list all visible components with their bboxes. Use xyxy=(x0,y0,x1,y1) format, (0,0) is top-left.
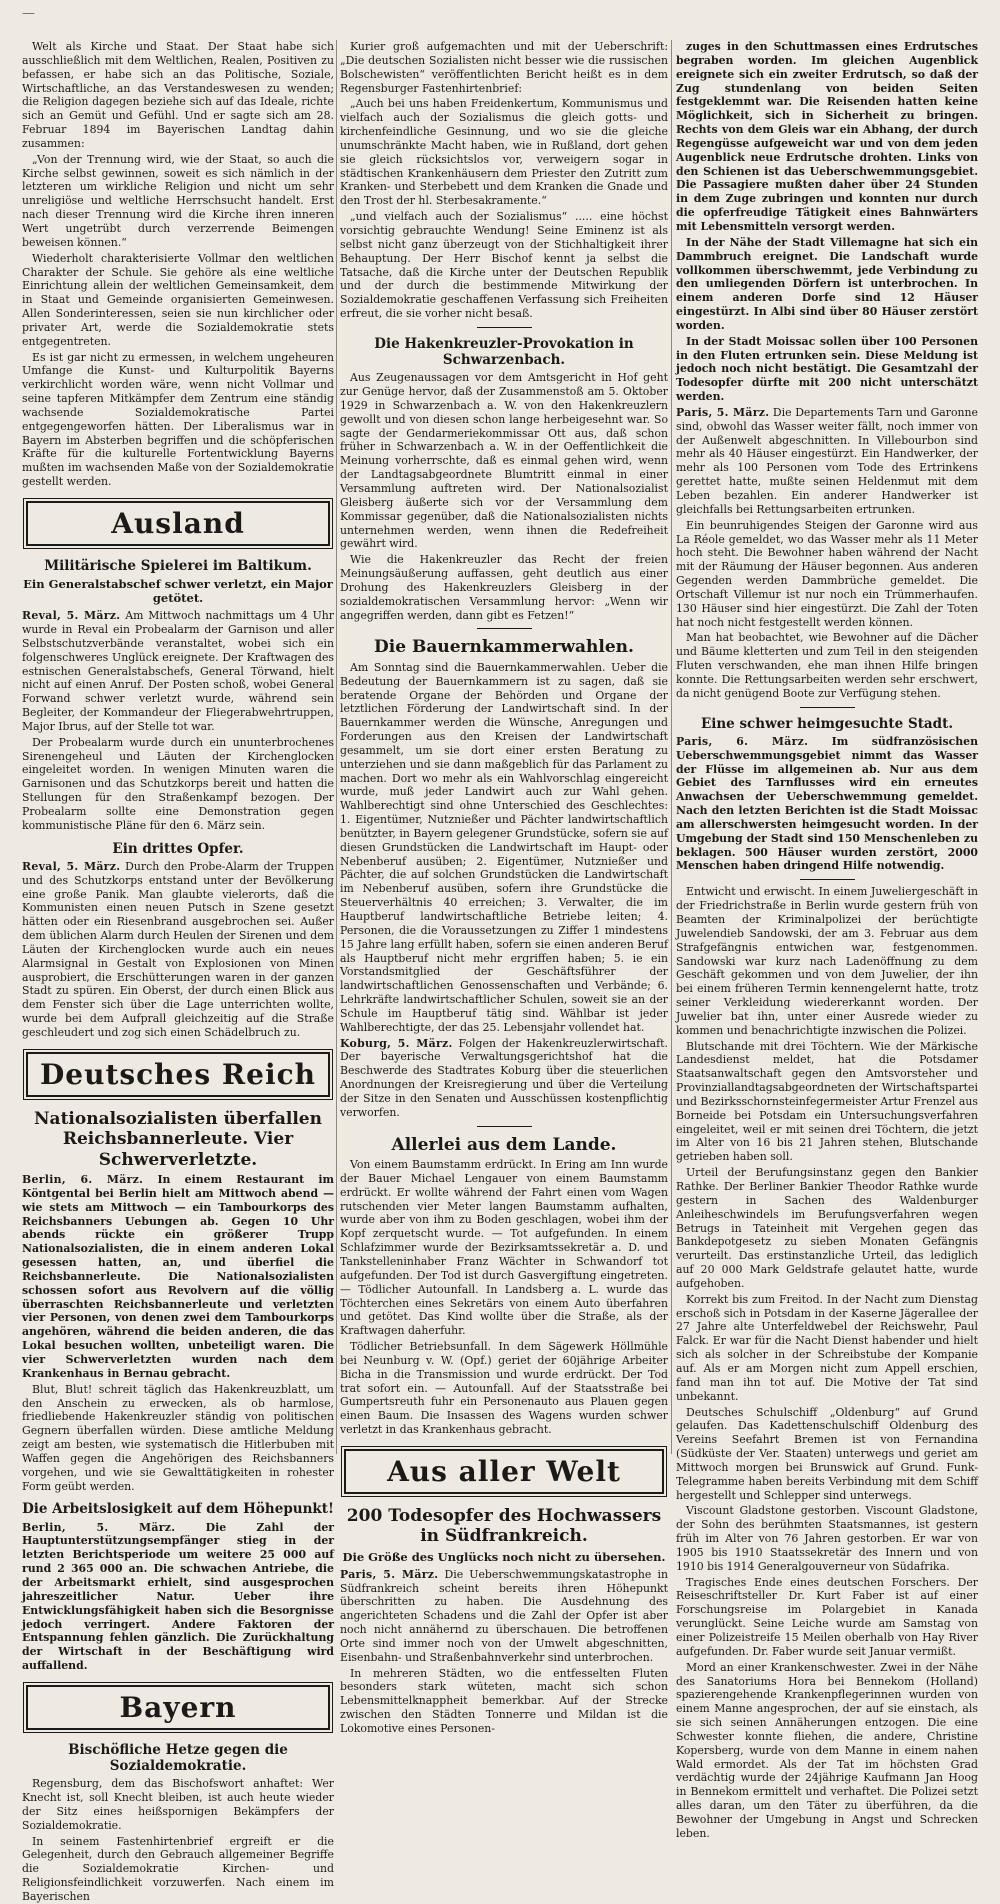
column-2 xyxy=(340,40,669,1735)
article-paragraph: Blut, Blut! schreit täglich das Hakenkreuzblatt, um den Anschein zu erwecken, als ob harmlose, friedliebende Hakenkreuzler ständig von politischen Gegnern überfallen würden. Diese amtliche Meldung zeigt am besten, wie systematisch die Hitlerbuben mit Waffen gegen die Angehörigen des Reichsbanners vorgehen, und wie sie Gewalttätigkeiten in rohester Form geübt werden. xyxy=(22,1382,334,1493)
article-paragraph: Berlin, 6. März. In einem Restaurant im Köntgental bei Berlin hielt am Mittwoch abend — wie stets am Mittwoch — ein Tambourkorps des Reichsbanners Uebungen ab. Gegen 10 Uhr abends rückte ein größerer Trupp Nationalsozialisten, die in einem anderen Lokal gesessen hatten, an, und überfiel die Reichsbannerleute. Die Nationalsozialisten schossen sofort aus Revolvern auf die völlig überraschten Reichsbannerleute und verletzten vier Personen, von denen zwei dem Tambourkorps angehören, während die beiden anderen, die das Lokal besuchen wollten, unbeteiligt waren. Die vier Schwerverletzten wurden nach dem Krankenhaus in Bernau gebracht. xyxy=(22,1173,334,1380)
article-paragraph: Am Sonntag sind die Bauernkammerwahlen. Ueber die Bedeutung der Bauernkammern ist zu sagen, daß sie beratende Organe der Behörden und Organe der letztlichen Förderung der Landwirtschaft sind. In der Bauernkammer werden die Wünsche, Anregungen und Forderungen aus den Kreisen der Landwirtschaft gesammelt, um sie dort einer ersten Beratung zu unterziehen und sie dann maßgeblich für das Parlament zu machen. Dort wo mehr als ein Wahlvorschlag eingereicht wurde, muß jeder Landwirt auch zur Wahl gehen. Wahlberechtigt sind ohne Unterschied des Geschlechtes: 1. Eigentümer, Nutznießer und Pächter landwirtschaftlich benützter, in Bayern gelegener Grundstücke, sofern sie auf diesen Grundstücken die Landwirtschaft im Haupt- oder Nebenberuf ausüben; 2. Eigentümer, Nutznießer und Pächter, die auf solchen Grundstücken die Landwirtschaft im Nebenberuf ausüben, sofern ihre Grundstücke die Steuerverhältnis 40 erreichen; 3. Verwalter, die im Hauptberuf landwirtschaftliche Betriebe leiten; 4. Personen, die die Voraussetzungen zu Ziffer 1 mindestens 15 Jahre lang erfüllt haben, sofern sie einen anderen Beruf als Hauptberuf nicht mehr ergriffen haben; 5. ie ein Vorstandsmitglied der Geschäftsführer der landwirtschaftlichen Genossenschaften und Verbände; 6. Lehrkräfte landwirtschaftlicher Schulen, soweit sie an der Schule im Hauptberuf tätig sind. Wählbar ist jeder Wahlberechtigte, der das 25. Lebensjahr vollendet hat. xyxy=(340,660,668,1034)
article-paragraph: In der Nähe der Stadt Villemagne hat sich ein Dammbruch ereignet. Die Landschaft wurde vollkommen überschwemmt, jede Verbindung zu den umliegenden Dörfern ist unterbrochen. In einem anderen Dorfe sind 12 Häuser eingestürzt. In Albi sind über 80 Häuser zerstört worden. xyxy=(676,235,978,332)
column-rule xyxy=(671,40,672,1454)
divider xyxy=(477,327,532,328)
article-quote: „Von der Trennung wird, wie der Staat, so auch die Kirche selbst gewinnen, soweit es sich nämlich in der letzteren um wirkliche Religion und nicht um sehr unreligiöse und weltliche Herrschsucht handelt. Erst nach dieser Trennung wird die Kirche ihren inneren Wert ungetrübt durch verzerrende Beimengen beweisen können.“ xyxy=(22,152,334,249)
article-paragraph: Aus Zeugenaussagen vor dem Amtsgericht in Hof geht zur Genüge hervor, daß der Zusammenstoß am 5. Oktober 1929 in Schwarzenbach a. W. von den Hakenkreuzlern gewollt und von diesen schon lange herbeigesehnt war. So sagte der Gendarmeriekommissar Ott aus, daß schon früher in Schwarzenbach a. W. in der Oeffentlichkeit die Meinung vorherrschte, daß es einmal gehen wird, wenn der Landtagsabgeordnete Blumtritt einmal in einer Versammlung auftreten wird. Der Nationalsozialist Gleisberg äußerte sich vor der Versammlung dem Kommissar gegenüber, daß die Nationalsozialisten nichts unternehmen werden, wenn ihnen die Redefreiheit gewährt wird. xyxy=(340,371,668,551)
article-paragraph: Paris, 5. März. Die Departements Tarn und Garonne sind, obwohl das Wasser weiter fällt, noch immer von der Außenwelt abgeschnitten. In Villebourbon sind mehr als 40 Häuser eingestürzt. Ein Handwerker, der mehr als 100 Personen vom Tode des Ertrinkens gerettet hatte, mußte seinen Heldenmut mit dem Leben bezahlen. Ein anderer Handwerker ist gleichfalls bei Rettungsarbeiten ertrunken. xyxy=(676,405,979,516)
headline-schwarzenbach: Die Hakenkreuzler-Provokation in Schwarzenbach. xyxy=(374,335,634,369)
divider xyxy=(477,1126,532,1127)
article-paragraph: Wie die Hakenkreuzler das Recht der freien Meinungsäußerung auffassen, geht deutlich aus einer Drohung des Hakenkreuzlers Gleisberg in der sozialdemokratischen Versammlung hervor: „Wenn wir angegriffen werden, dann gibt es Fetzen!“ xyxy=(340,553,668,622)
headline-allerlei: Allerlei aus dem Lande. xyxy=(391,1134,617,1155)
headline-200-todesopfer: 200 Todesopfer des Hochwassers in Südfrankreich. xyxy=(346,1505,662,1547)
section-banner-bayern: Bayern xyxy=(26,1685,330,1730)
article-paragraph: Koburg, 5. März. Folgen der Hakenkreuzlerwirtschaft. Der bayerische Verwaltungsgerichtshof hat die Beschwerde des Stadtrates Koburg über die steuerlichen Anordnungen der Kreisregierung und über die Verteilung der Sitze in den Senaten und Ausschüssen kostenpflichtig verworfen. xyxy=(340,1036,669,1119)
article-paragraph: Reval, 5. März. Durch den Probe-Alarm der Truppen und des Schutzkorps entstand unter der Bevölkerung eine große Panik. Man glaubte vielerorts, daß die Kommunisten einen neuen Putsch in Szene gesetzt hätten oder ein Riesenbrand ausgebrochen sei. Außer dem üblichen Alarm durch Heulen der Sirenen und dem Läuten der Kirchenglocken wurde auch ein neues Alarmsignal in Gestalt von Explosionen von Minen ausprobiert, die Erschütterungen waren in der ganzen Stadt zu spüren. Ein Oberst, der durch einen Blick aus dem Fenster sich über die Lage unterrichten wollte, wurde bei dem Aufprall gleichzeitig auf die Straße geschleudert und zog sich einen Schädelbruch zu. xyxy=(22,859,335,1039)
headline-baltikum: Militärische Spielerei im Baltikum. xyxy=(44,558,312,574)
dateline: Reval, 5. März. xyxy=(22,859,121,873)
article-paragraph: Der Probealarm wurde durch ein ununterbrochenes Sirenengeheul und Läuten der Kirchenglocken eingeleitet worden. In wenigen Minuten waren die Garnisonen und das Schutzkorps bereit und hatten die Stellungen für den Straßenkampf bezogen. Der Probealarm sollte eine Demonstration gegen kommunistische Pläne für den 6. März sein. xyxy=(22,735,334,832)
dateline: Reval, 5. März. xyxy=(22,609,121,623)
article-paragraph: Tödlicher Betriebsunfall. In dem Sägewerk Höllmühle bei Neunburg v. W. (Opf.) geriet der 60jährige Arbeiter Bicha in die Transmission und wurde erdrückt. Der Tod trat sofort ein. — Autounfall. Auf der Staatsstraße bei Gumpertsreuth fuhr ein Personenauto aus Plauen gegen einen Baum. Die Insassen des Wagens wurden schwer verletzt in das Krankenhaus gebracht. xyxy=(340,1340,668,1437)
dateline: Paris, 6. März. xyxy=(676,734,809,748)
divider xyxy=(800,879,855,880)
article-paragraph: In seinem Fastenhirtenbrief ergreift er die Gelegenheit, durch den Gebrauch allgemeiner Begriffe die Sozialdemokratie Kirchen- und Religionsfeindlichkeit vorzuwerfen. Nach einem im Bayerischen xyxy=(22,1834,334,1904)
article-quote: „Auch bei uns haben Freidenkertum, Kommunismus und vielfach auch der Sozialismus die gleich gotts- und kirchenfeindliche Gesinnung, und wo sie die gleiche unumschränkte Macht haben, wie in Rußland, dort gehen sie gleich rücksichtslos vor, verweigern sogar in städtischen Krankenhäusern dem Priester den Zutritt zum Kranken- und Sterbebett und dem Kranken die Gnade und den Trost der hl. Sterbesakramente.“ xyxy=(340,97,668,208)
news-item: Deutsches Schulschiff „Oldenburg“ auf Grund gelaufen. Das Kadettenschulschiff Oldenburg des Vereins Seefahrt Bremen ist von Fernandina (Südküste der Ver. Staaten) unterwegs und geriet am Mittwoch morgen bei Brunswick auf Grund. Funk-Telegramme haben bereits Verbindung mit dem Schiff hergestellt und Schlepper sind unterwegs. xyxy=(676,1405,978,1502)
divider xyxy=(477,628,532,629)
news-item: Viscount Gladstone gestorben. Viscount Gladstone, der Sohn des berühmten Staatsmannes, ist gestern früh im Alter von 76 Jahren gestorben. Er war von 1905 bis 1910 Staatssekretär des Innern und von 1910 bis 1914 Generalgouverneur von Südafrika. xyxy=(676,1504,978,1573)
section-banner-deutsches-reich: Deutsches Reich xyxy=(26,1052,330,1097)
news-item: Mord an einer Krankenschwester. Zwei in der Nähe des Sanatoriums Hora bei Bennekom (Holland) spazierengehende Krankenpflegerinnen wurden von einem Manne angesprochen, der auf sie einstach, als sie sich seinen Annäherungen entzogen. Die eine Schwester konnte fliehen, die andere, Christine Kopersberg, wurde von dem Manne in einem nahen Wald ermordet. Als der Tat im höchsten Grad verdächtig wurde der 24jährige Kaufmann Jan Hoog in Bennekom ermittelt und verhaftet. Die Polizei setzt alles daran, um den Täter zu überführen, da die Bewohner der Umgebung in Angst und Schrecken leben. xyxy=(676,1660,978,1840)
article-paragraph: In der Stadt Moissac sollen über 100 Personen in den Fluten ertrunken sein. Diese Meldung ist jedoch noch nicht bestätigt. Die Gesamtzahl der Todesopfer dürfte mit 200 nicht unterschätzt werden. xyxy=(676,334,978,404)
headline-heimgesuchte-stadt: Eine schwer heimgesuchte Stadt. xyxy=(700,715,954,732)
subhead-baltikum: Ein Generalstabschef schwer verletzt, ein Major getötet. xyxy=(23,577,333,606)
article-paragraph: Es ist gar nicht zu ermessen, in welchem ungeheuren Umfange die Kunst- und Kulturpolitik Bayerns verkirchlicht worden wäre, wenn nicht Vollmar und seine tapferen Mitkämpfer dem Zentrum eine ständig wachsende Sozialdemokratische Partei entgegengeworfen hätten. Der Liberalismus war in Bayern im Absterben begriffen und die schöpferischen Kräfte für die kulturelle Fortentwicklung Bayerns mußten im wachsenden Maße von der Sozialdemokratie gestellt werden. xyxy=(22,350,334,489)
article-paragraph: „und vielfach auch der Sozialismus“ ..... eine höchst vorsichtig gebrauchte Wendung! Seine Eminenz ist als selbst nicht ganz überzeugt von der Stichhaltigkeit ihrer Behauptung. Der Herr Bischof kennt ja selbst die Tatsache, daß die Kirche unter der Deutschen Republik und der durch die bestimmende Mitwirkung der Sozialdemokratie geschaffenen Verfassung sich Freiheiten erfreut, die sie vorher nicht besaß. xyxy=(340,210,668,321)
column-1 xyxy=(22,40,335,1904)
article-paragraph: Berlin, 5. März. Die Zahl der Hauptunterstützungsempfänger stieg in der letzten Berichtsperiode um weitere 25 000 auf rund 2 365 000 an. Die schwachen Antriebe, die der Arbeitsmarkt erhielt, sind ausgesprochen jahreszeitlicher Natur. Ueber ihre Entwicklungsfähigkeit haben sich die Besorgnisse jedoch verringert. Andere Faktoren der Entspannung fehlen gänzlich. Die Zurückhaltung der Wirtschaft in der Beschäftigung wird auffallend. xyxy=(22,1520,335,1673)
article-paragraph: Kurier groß aufgemachten und mit der Ueberschrift: „Die deutschen Sozialisten nicht besser wie die russischen Bolschewisten“ veröffentlichten Bericht heißt es in dem Regensburger Fastenhirtenbrief: xyxy=(340,40,668,95)
article-paragraph: Welt als Kirche und Staat. Der Staat habe sich ausschließlich mit dem Weltlichen, Realen, Positiven zu befassen, er habe sich an das Politische, Soziale, Wirtschaftliche, an das Verstandeswesen zu wenden; die Religion dagegen beziehe sich auf das Ideale, richte sich an Gemüt und Gefühl. Und er sagte sich am 28. Februar 1894 im Bayerischen Landtag dahin zusammen: xyxy=(22,40,334,150)
article-paragraph: Reval, 5. März. Am Mittwoch nachmittags um 4 Uhr wurde in Reval ein Probealarm der Garnison und aller Selbstschutzverbände veranstaltet, wobei sich ein folgenschweres Unglück ereignete. Der Kraftwagen des estnischen Generalstabschefs, General Törwand, hielt nicht auf einen Anruf. Der Posten schoß, wobei General Forwand schwer verletzt wurde, während sein Begleiter, der Kommandeur der Fliegerabwehrtruppen, Major Ibrus, auf der Stelle tot war. xyxy=(22,609,335,733)
column-3 xyxy=(676,40,979,1840)
headline-nationalsozialisten: Nationalsozialisten überfallen Reichsbannerleute. Vier Schwerverletzte. xyxy=(34,1108,322,1170)
column-rule xyxy=(336,40,337,1454)
article-paragraph: Paris, 6. März. Im südfranzösischen Ueberschwemmungsgebiet nimmt das Wasser der Flüsse im allgemeinen ab. Nur aus dem Gebiet des Tarnflusses wird ein erneutes Anwachsen der Ueberschwemmung gemeldet. Nach den letzten Berichten ist die Stadt Moissac am allerschwersten heimgesucht worden. In der Umgebung der Stadt sind 150 Menschenleben zu beklagen. 500 Häuser wurden zerstört, 2000 Menschen haben dringend Hilfe notwendig. xyxy=(676,734,978,873)
article-paragraph: Paris, 5. März. Die Ueberschwemmungskatastrophe in Südfrankreich scheint bereits ihren Höhepunkt überschritten zu haben. Die Ausdehnung des angerichteten Schadens und die Zahl der Opfer ist aber noch nicht annähernd zu überschauen. Die betroffenen Orte sind immer noch von der Umwelt abgeschnitten, Eisenbahn- und Straßenbahnverkehr sind unterbrochen. xyxy=(340,1567,669,1664)
news-item: Blutschande mit drei Töchtern. Wie der Märkische Landesdienst meldet, hat die Potsdamer Staatsanwaltschaft gegen den Amtsvorsteher und Provinziallandtagsabgeordneten der Wirtschaftspartei und Bezirksschornsteinfegermeister Artur Frenzel aus Borneide bei Potsdam ein Untersuchungsverfahren eingeleitet, weil er mit seinen drei Töchtern, die jetzt im Alter von 16 bis 21 Jahren stehen, Blutschande getrieben haben soll. xyxy=(676,1039,978,1164)
article-paragraph: Von einem Baumstamm erdrückt. In Ering am Inn wurde der Bauer Michael Lengauer von einem Baumstamm erdrückt. Er wollte während der Fahrt einen vom Wagen rutschenden vier Meter langen Baumstamm aufhalten, wurde aber von ihm zu Boden geschlagen, wobei ihm der Kopf zerquetscht wurde. — Tot aufgefunden. In einem Schlafzimmer wurde der Bezirksamtssekretär a. D. und Tankstelleninhaber Franz Wächter in Schwandorf tot aufgefunden. Der Tod ist durch Gasvergiftung eingetreten. — Tödlicher Autounfall. In Landsberg a. L. wurde das Töchterchen eines Sekretärs von einem Auto überfahren und getötet. Das Kind wollte über die Straße, als der Kraftwagen daherfuhr. xyxy=(340,1158,668,1338)
headline-bauernkammerwahlen: Die Bauernkammerwahlen. xyxy=(374,637,634,658)
article-paragraph: Man hat beobachtet, wie Bewohner auf die Dächer und Bäume kletterten und zum Teil in den steigenden Fluten verschwanden, ehe man ihnen Hilfe bringen konnte. Die Rettungsarbeiten werden sehr erschwert, da nicht genügend Boote zur Verfügung stehen. xyxy=(676,631,978,700)
dateline: Berlin, 6. März. xyxy=(22,1173,144,1187)
news-item: Entwicht und erwischt. In einem Juweliergeschäft in der Friedrichstraße in Berlin wurde gestern früh von Beamten der Kriminalpolizei der berüchtigte Juwelendieb Sandowski, der am 3. Februar aus dem Strafgefängnis entwichen war, festgenommen. Sandowski war kurz nach Ladenöffnung zu dem Geschäft gekommen und von dem Juwelier, der ihn bei einem früheren Termin kennengelernt hatte, trotz seiner Verkleidung wiedererkannt worden. Der Juwelier bat ihn, unter einer Ausrede wieder zu kommen und benachrichtigte inzwischen die Polizei. xyxy=(676,885,978,1037)
dateline: Berlin, 5. März. xyxy=(22,1520,176,1534)
article-paragraph: Regensburg, dem das Bischofswort anhaftet: Wer Knecht ist, soll Knecht bleiben, ist auch heute wieder der Sitz eines heißspornigen Bekämpfers der Sozialdemokratie. xyxy=(22,1777,334,1832)
article-paragraph: In mehreren Städten, wo die entfesselten Fluten besonders stark wüteten, macht sich schon Lebensmittelknappheit bemerkbar. Auf der Strecke zwischen den Städten Tonnerre und Mildan ist die Lokomotive eines Personen- xyxy=(340,1666,668,1735)
dateline: Paris, 5. März. xyxy=(340,1567,439,1581)
dateline: Koburg, 5. März. xyxy=(340,1036,453,1050)
news-item: Urteil der Berufungsinstanz gegen den Bankier Rathke. Der Berliner Bankier Theodor Rathke wurde gestern in Sachen des Waldenburger Anleiheschwindels im Berufungsverfahren wegen Betrugs in Tateinheit mit Vergehen gegen das Bankdepotgesetz zu sieben Monaten Gefängnis verurteilt. Das erstinstanzliche Urteil, das lediglich auf 20 000 Mark Geldstrafe gelautet hatte, wurde aufgehoben. xyxy=(676,1166,978,1290)
news-item: Korrekt bis zum Freitod. In der Nacht zum Dienstag erschoß sich in Potsdam in der Kaserne Jägerallee der 27 Jahre alte Unterfeldwebel der Reichswehr, Paul Falck. Er war für die Nacht Dienst habender und hielt sich als solcher in der Schreibstube der Kompanie auf. Als er am Morgen nicht zum Appell erschien, fand man ihn tot auf. Die Motive der Tat sind unbekannt. xyxy=(676,1292,978,1403)
article-paragraph: zuges in den Schuttmassen eines Erdrutsches begraben worden. Im gleichen Augenblick ereignete sich ein zweiter Erdrutsch, so daß der Zug stundenlang von beiden Seiten festgeklemmt war. Die Reisenden hatten keine Möglichkeit, sich in Sicherheit zu bringen. Rechts von dem Gleis war ein Abhang, der durch Regengüsse aufgeweicht war und von dem jeden Augenblick neue Erdrutsche drohten. Links von den Schienen ist das Ueberschwemmungsgebiet. Die Passagiere mußten daher über 24 Stunden in dem Zuge zubringen und konnten nur durch die opferfreudige Tätigkeit eines Bahnwärters mit Lebensmitteln versorgt werden. xyxy=(676,40,978,233)
subhead-200-todesopfer: Die Größe des Unglücks noch nicht zu übersehen. xyxy=(342,1549,666,1564)
page-mark: — xyxy=(22,6,35,21)
news-item: Tragisches Ende eines deutschen Forschers. Der Reiseschriftsteller Dr. Kurt Faber ist auf einer Forschungsreise im Polargebiet in Kanada verunglückt. Seine Leiche wurde am Samstag von einer Polizeistreife 15 Meilen oberhalb von Hay River aufgefunden. Dr. Faber wurde seit Januar vermißt. xyxy=(676,1575,978,1658)
headline-arbeitslosigkeit: Die Arbeitslosigkeit auf dem Höhepunkt! xyxy=(22,1501,334,1518)
dateline: Paris, 5. März. xyxy=(676,405,770,419)
article-paragraph: Wiederholt charakterisierte Vollmar den weltlichen Charakter der Schule. Sie gehöre als eine weltliche Einrichtung allein der weltlichen Gemeinsamkeit, dem in Staat und Gemeinde organisierten Gemeinwesen. Allen Sonderinteressen, seien sie nun kirchlicher oder privater Art, werde die Sozialdemokratie stets entgegentreten. xyxy=(22,251,334,348)
section-banner-aus-aller-welt: Aus aller Welt xyxy=(344,1449,664,1494)
divider xyxy=(800,707,855,708)
article-paragraph: Ein beunruhigendes Steigen der Garonne wird aus La Réole gemeldet, wo das Wasser mehr als 11 Meter hoch steht. Die Bewohner haben während der Nacht mit der Räumung der Häuser begonnen. Aus anderen Gegenden werden Dammbrüche gemeldet. Die Ortschaft Villemur ist nur noch ein Trümmerhaufen. 130 Häuser sind hier eingestürzt. Die Zahl der Toten hat noch nicht festgestellt werden können. xyxy=(676,518,978,629)
headline-drittes-opfer: Ein drittes Opfer. xyxy=(112,840,244,857)
headline-bischoefliche-hetze: Bischöfliche Hetze gegen die Sozialdemokratie. xyxy=(68,1741,288,1775)
section-banner-ausland: Ausland xyxy=(26,501,330,546)
